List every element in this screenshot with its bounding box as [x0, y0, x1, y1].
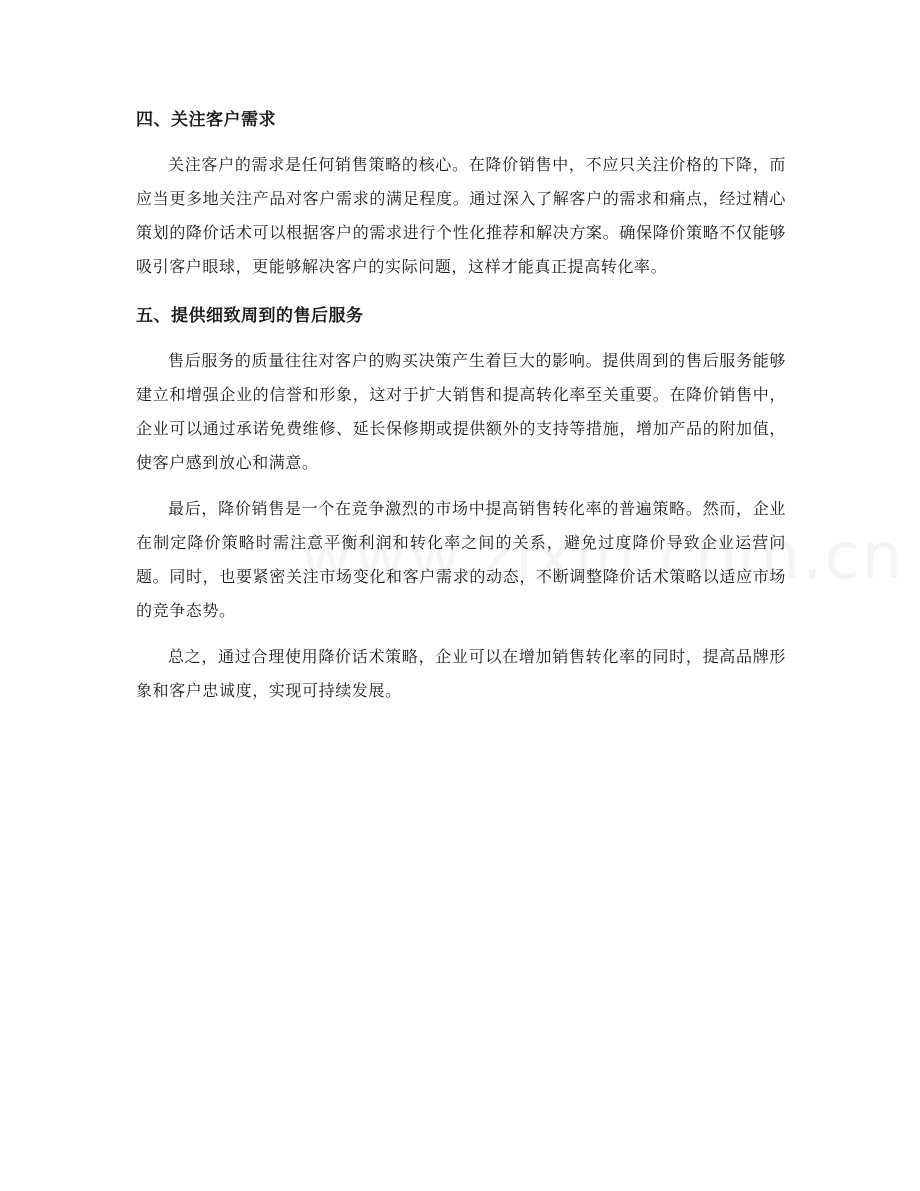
closing-paragraph-2: 总之，通过合理使用降价话术策略，企业可以在增加销售转化率的同时，提高品牌形象和客户忠诚度，实现可持续发展。 [136, 647, 786, 700]
closing-paragraph-1: 最后，降价销售是一个在竞争激烈的市场中提高销售转化率的普遍策略。然而，企业在制定降价策略时需注意平衡利润和转化率之间的关系，避免过度降价导致企业运营问题。同时，也要紧密关注市场变化和客户需求的动态，不断调整降价话术策略以适应市场的竞争态势。 [136, 499, 786, 620]
document-body [136, 100, 786, 720]
section-heading-4: 四、关注客户需求 [136, 110, 276, 130]
section-paragraph-4: 关注客户的需求是任何销售策略的核心。在降价销售中，不应只关注价格的下降，而应当更多地关注产品对客户需求的满足程度。通过深入了解客户的需求和痛点，经过精心策划的降价话术可以根据客户的需求进行个性化推荐和解决方案。确保降价策略不仅能够吸引客户眼球，更能够解决客户的实际问题，这样才能真正提高转化率。 [136, 155, 786, 276]
section-paragraph-5: 售后服务的质量往往对客户的购买决策产生着巨大的影响。提供周到的售后服务能够建立和增强企业的信誉和形象，这对于扩大销售和提高转化率至关重要。在降价销售中，企业可以通过承诺免费维修、延长保修期或提供额外的支持等措施，增加产品的附加值，使客户感到放心和满意。 [136, 351, 786, 472]
section-heading-5: 五、提供细致周到的售后服务 [136, 306, 364, 326]
